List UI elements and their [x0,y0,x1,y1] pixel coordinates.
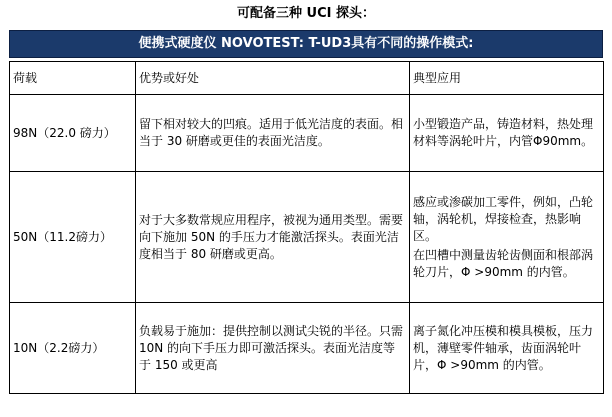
header-benefit: 优势或好处 [136,62,410,95]
table-row [10,95,604,172]
header-load: 荷载 [10,62,136,95]
header-applications: 典型应用 [410,62,604,95]
page-title: 可配备三种 UCI 探头： [237,6,375,21]
application-text: 感应或渗碳加工零件，例如，凸轮轴，涡轮机，焊接检查，热影响区。 [413,194,594,243]
benefit-cell: 对于大多数常规应用程序，被视为通用类型。需要向下施加 50N 的手压力才能激活探头。表面光洁度相当于 80 研磨或更高。 [136,172,410,303]
applications-cell [410,172,604,303]
load-cell: 50N（11.2磅力） [10,172,136,303]
table-row [10,172,604,303]
probe-table [9,61,604,394]
table-header-row [10,62,604,95]
load-cell: 10N（2.2磅力） [10,303,136,394]
table-row [10,303,604,394]
application-text: 在凹槽中测量齿轮齿侧面和根部涡轮刀片，Φ >90mm 的内管。 [413,247,594,279]
benefit-cell: 负载易于施加：提供控制以测试尖锐的半径。只需 10N 的向下手压力即可激活探头。表面光洁度等于 150 或更高 [136,303,410,394]
applications-cell [410,303,604,394]
application-text: 小型锻造产品，铸造材料，热处理材料等涡轮叶片，内管Φ90mm。 [413,117,594,148]
application-text: 离子氮化冲压模和模具模板，压力机，薄壁零件轴承，齿面涡轮叶片，Φ >90mm 的内管。 [413,323,594,372]
section-banner: 便携式硬度仪 NOVOTEST: T-UD3具有不同的操作模式: [9,30,603,58]
benefit-cell: 留下相对较大的凹痕。适用于低光洁度的表面。相当于 30 研磨或更佳的表面光洁度。 [136,95,410,172]
load-cell: 98N（22.0 磅力） [10,95,136,172]
applications-cell [410,95,604,172]
